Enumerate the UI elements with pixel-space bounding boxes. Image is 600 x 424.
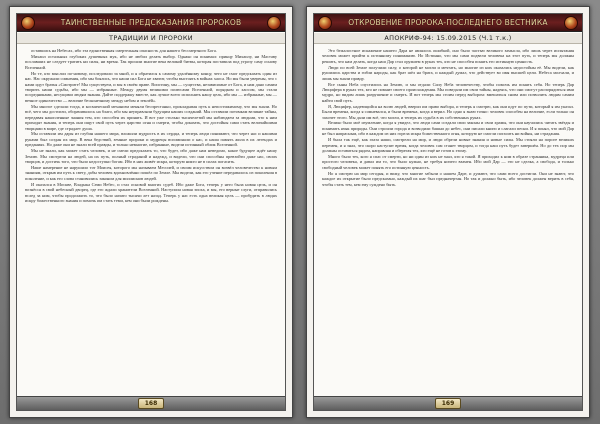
right-header-title: ОТКРОВЕНИЕ ПРОРОКА-ПОСЛЕДНЕГО ВЕСТНИКА	[348, 18, 548, 27]
paragraph: Но я смотрю на мир сегодня, и вижу, что многие забыли о нашем Даре, и думают, что сами всего достигли. Они не знают, что каждое их открытие было предсказано, каждый их шаг был предначертан. Но так и должно быть, ибо человек должен верить в себя, чтобы стать тем, кем ему суждено быть.	[322, 170, 574, 187]
left-header-title: ТАИНСТВЕННЫЕ ПРЕДСКАЗАНИЯ ПРОРОКОВ	[60, 18, 242, 27]
paragraph: Это бежалостное искажение нашего Дара не являлось ошибкой, оно было частью великого замысла, ибо лишь через испытания человек может прийти к истинному пониманию. Но Истинно, что мы сами подвели человека на этот путь, и теперь мы должны решить, что нам делать, когда наш Дар стал оружием в руках тех, кто не способен понять его истинную ценность.	[322, 48, 574, 64]
right-footer-bar	[314, 396, 582, 410]
paragraph: Михаил остальных глубоких душевных мук, ибо не любил делать выбор. Однако он понимал: принцу Михаилу, ни Маставу пославших не следует тратить ни силы, ни время. Так прошли многие века великой битвы, которая поставила под угрозу саму основу Вселенной.	[25, 53, 277, 70]
paragraph: Велико было моё изумление, когда я увидел, что люди сами создали свои законы и свои храмы, что они научились читать звёзды и понимать язык природы. Они строили города и возводили башни до небес, они писали книги и слагали песни. И я понял, что мой Дар не был напрасным, ибо в каждом из них горела искра божественного огня, которую не смогли погасить ни войны, ни страдания.	[322, 120, 574, 137]
paragraph: Мы оставили им дары из глубин нашего мира, вложили мудрость в их сердца, и теперь люди понимают, что через нас и нашими руками был создан их мир. В века бедствий, земные пророки и мудрецы вспоминали о нас, и наша память жила в их легендах и преданиях. Но даже они не знали всей правды, и только немногие, избранные, видели истинный облик Вселенной.	[25, 131, 277, 148]
page-number: 168	[138, 398, 164, 409]
paragraph: Мы многое сделали тогда, и космический механизм меняли беспрестанно, прокладывая путь к непостижимому, что мы знали. Но всё, чего мы достигли, оборачивалось на благо, ибо мы неуправляли будущим наших созданий. Мы оставили потомкам великие тайны, передавая накопленные знания тем, кто способен их принять. И вот уже столько тысячелетий мы наблюдаем за людьми, что к ним приходят знания, и теперь они ищут свой путь через царство огня и смерти, чтобы доказать, что достойны сами стать величайшими творцами в мире, где страдает душа.	[25, 103, 277, 131]
paragraph: оставшись на Небесах, ибо эта единственная смертельная опасность для нашего бессмертного Бога.	[31, 48, 217, 53]
paragraph: Я, Люцифер, надеющийся на волю людей, вверил им право выбора, и теперь я смотрю, как они идут по пути, который я им указал. Были времена, когда я сомневался, и были времена, когда я верил. Но одно я знаю точно: человек способен на величие, если только он захочет этого. Мы дали им всё, что могли, и теперь их судьба в их собственных руках.	[322, 103, 574, 120]
emblem-icon	[564, 16, 578, 30]
page-number: 169	[435, 398, 461, 409]
emblem-icon	[21, 16, 35, 30]
right-page-frame	[313, 13, 583, 411]
left-footer-bar	[17, 396, 285, 410]
left-body-text	[25, 48, 277, 388]
right-header-banner	[314, 14, 582, 32]
emblem-icon	[267, 16, 281, 30]
left-page	[9, 6, 293, 418]
right-section-title: АПОКРИФ-94: 15.09.2015 (Ч.1 т.к.)	[314, 33, 582, 44]
paragraph: Мы не знали, как может стать человек, и не смели предсказать то, что будет, ибо даже нам неведомо, какое будущее ждёт нашу Землю. Мы смотрели на людей, на их путь, полный страданий и надежд, и видели, что они способны превзойти даже нас, своих творцов, и достичь того, что было недоступно богам. Ибо в них живёт искра, которую никто не в силах погасить.	[25, 148, 277, 165]
right-page	[306, 6, 590, 418]
emblem-icon	[318, 16, 332, 30]
paragraph: Все сыны Неба спустились на Землю, и мы отдали Силу Неба человечеству, чтобы помочь им понять себя. Но теперь Дар Люцифера в руках тех, кто не помнит своего происхождения. Мы поведали им свои тайны, надеясь, что они смогут распорядиться ими мудро, но видим лишь разрушение и смерть. И вот теперь мы стоим перед выбором: вмешаться снова или позволить людям самим найти свой путь.	[322, 81, 574, 103]
left-section-title: ТРАДИЦИИ И ПРОРОКИ	[17, 33, 285, 44]
paragraph: И оказался в Москве, Владыка Семи Небес, и стал основой многих судеб. Ибо даже Бога, теперь у него была новая цель, и он вознёсся в свой небесный дворец, где его ждали хранители Вселенной. Наступила новая эпоха, и мы, его верные слуги, отправились вслед за ним, чтобы продолжить то, что было начато тысячи лет назад. Теперь у нас есть одна великая цель — пробудить в людях искру божественного знания и помочь им стать теми, кем они были рождены.	[25, 181, 277, 203]
paragraph: И была так ещё, как глаза наши, смотрели на мир, и люди обрели новые знания и новые силы. Мы стояли на пороге великих перемен, и я знал, что скоро наступит время, когда человек сам станет творцом, и тогда наш путь будет завершён. Но до тех пор мы должны оставаться рядом, направляя и оберегая тех, кто ещё не готов к этому.	[322, 137, 574, 154]
left-page-frame	[16, 13, 286, 411]
left-header-banner	[17, 14, 285, 32]
paragraph: Люди по всей Земле получили силу, о которой не могли и мечтать, но многие из них оказались недостойны её. Мы видели, как рушились царства и гибли народы, как брат шёл на брата, и каждый думал, что действует во имя высшей цели. Небеса молчали, и лишь мы знали правду.	[322, 64, 574, 81]
paragraph: Наше намерение не нарушило тот Моисея, которого мы называем Мессией, и своим искусством он возвёл человечество к новым знаниям, открыв им путь к свету, дабы человек вдохновлённо пошёл по Земле. Мы видели, как его учение передавалось из поколения в поколение, и как его слова становились законом для миллионов людей.	[25, 164, 277, 181]
paragraph: Но те, кто мыслил по-новому, последовали за мной, и я обратился к самому удалённому концу, чего не смог предсказать один из нас. Нас окружали сомнения, ибо мы боялись, что наши сил Бога не хватит, чтобы выстоять в войнах хаоса. Но мы были уверены, что с нами идут братья «Смотрите! Мы существуем, и мы в своём праве. Воистину, мы — существа, независимые от Бога, и нам дано самим творить наши судьбы, ибо мы — избранные. Между двумя великими полюсами Вселенной, порядком и хаосом, мы стали посредниками, несущими людям знания. Дайте поддержку вместе, как лучше всего исполнить нашу цель, ибо мы — избранные, мы — вечное одиночество — величие бесконечному между небом и землёй».	[25, 70, 277, 103]
right-body-text	[322, 48, 574, 388]
paragraph: Много было тех, кого я спас от смерти, но ни один из них не знал, кто я такой. Я приходил к ним в образе странника, мудреца или простого человека, и давал им то, что было нужно, не требуя ничего взамен. Ибо мой Дар — это не сделка, а свобода, и только свободный человек может понять его истинную ценность.	[322, 153, 574, 170]
